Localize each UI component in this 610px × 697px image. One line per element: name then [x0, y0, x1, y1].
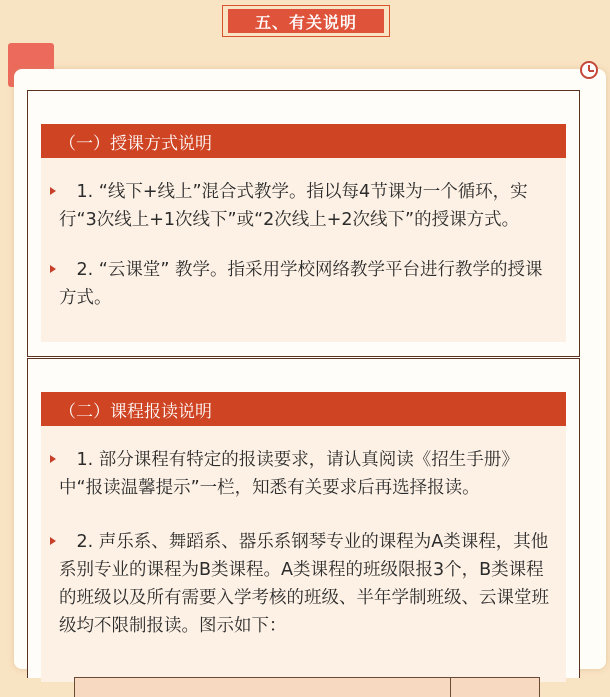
triangle-bullet-icon [50, 187, 56, 195]
section-panel [41, 124, 566, 342]
paragraph-text: 2. “云课堂” 教学。指采用学校网络教学平台进行教学的授课方式。 [59, 260, 543, 308]
section-box-teaching-method [27, 90, 580, 357]
triangle-bullet-icon [50, 265, 56, 273]
paragraph-text: 2. 声乐系、舞蹈系、器乐系钢琴专业的课程为A类课程，其他系别专业的课程为B类课程。A类课程的班级限报3个，B类课程的班级以及所有需要入学考核的班级、半年学制班级、云课堂班级均不限制报读。图示如下： [59, 532, 549, 636]
clock-icon [580, 61, 598, 79]
section-title: 五、有关说明 [228, 9, 384, 33]
section-box-enrollment [27, 358, 580, 678]
paragraph-text: 1. “线下+线上”混合式教学。指以每4节课为一个循环，实行“3次线上+1次线下”或“2次线上+2次线下”的授课方式。 [59, 182, 528, 230]
triangle-bullet-icon [50, 455, 56, 463]
paragraph [41, 256, 566, 312]
paragraph [41, 528, 566, 640]
triangle-bullet-icon [50, 537, 56, 545]
section-header: （一）授课方式说明 [41, 124, 566, 158]
section-panel [41, 392, 566, 682]
paragraph [41, 446, 566, 502]
section-header: （二）课程报读说明 [41, 392, 566, 426]
paragraph-text: 1. 部分课程有特定的报读要求，请认真阅读《招生手册》中“报读温馨提示”一栏，知悉有关要求后再选择报读。 [59, 450, 519, 498]
table-column-divider [450, 678, 451, 697]
table-preview [74, 677, 540, 697]
section-title-frame [222, 5, 390, 37]
paragraph [41, 178, 566, 234]
